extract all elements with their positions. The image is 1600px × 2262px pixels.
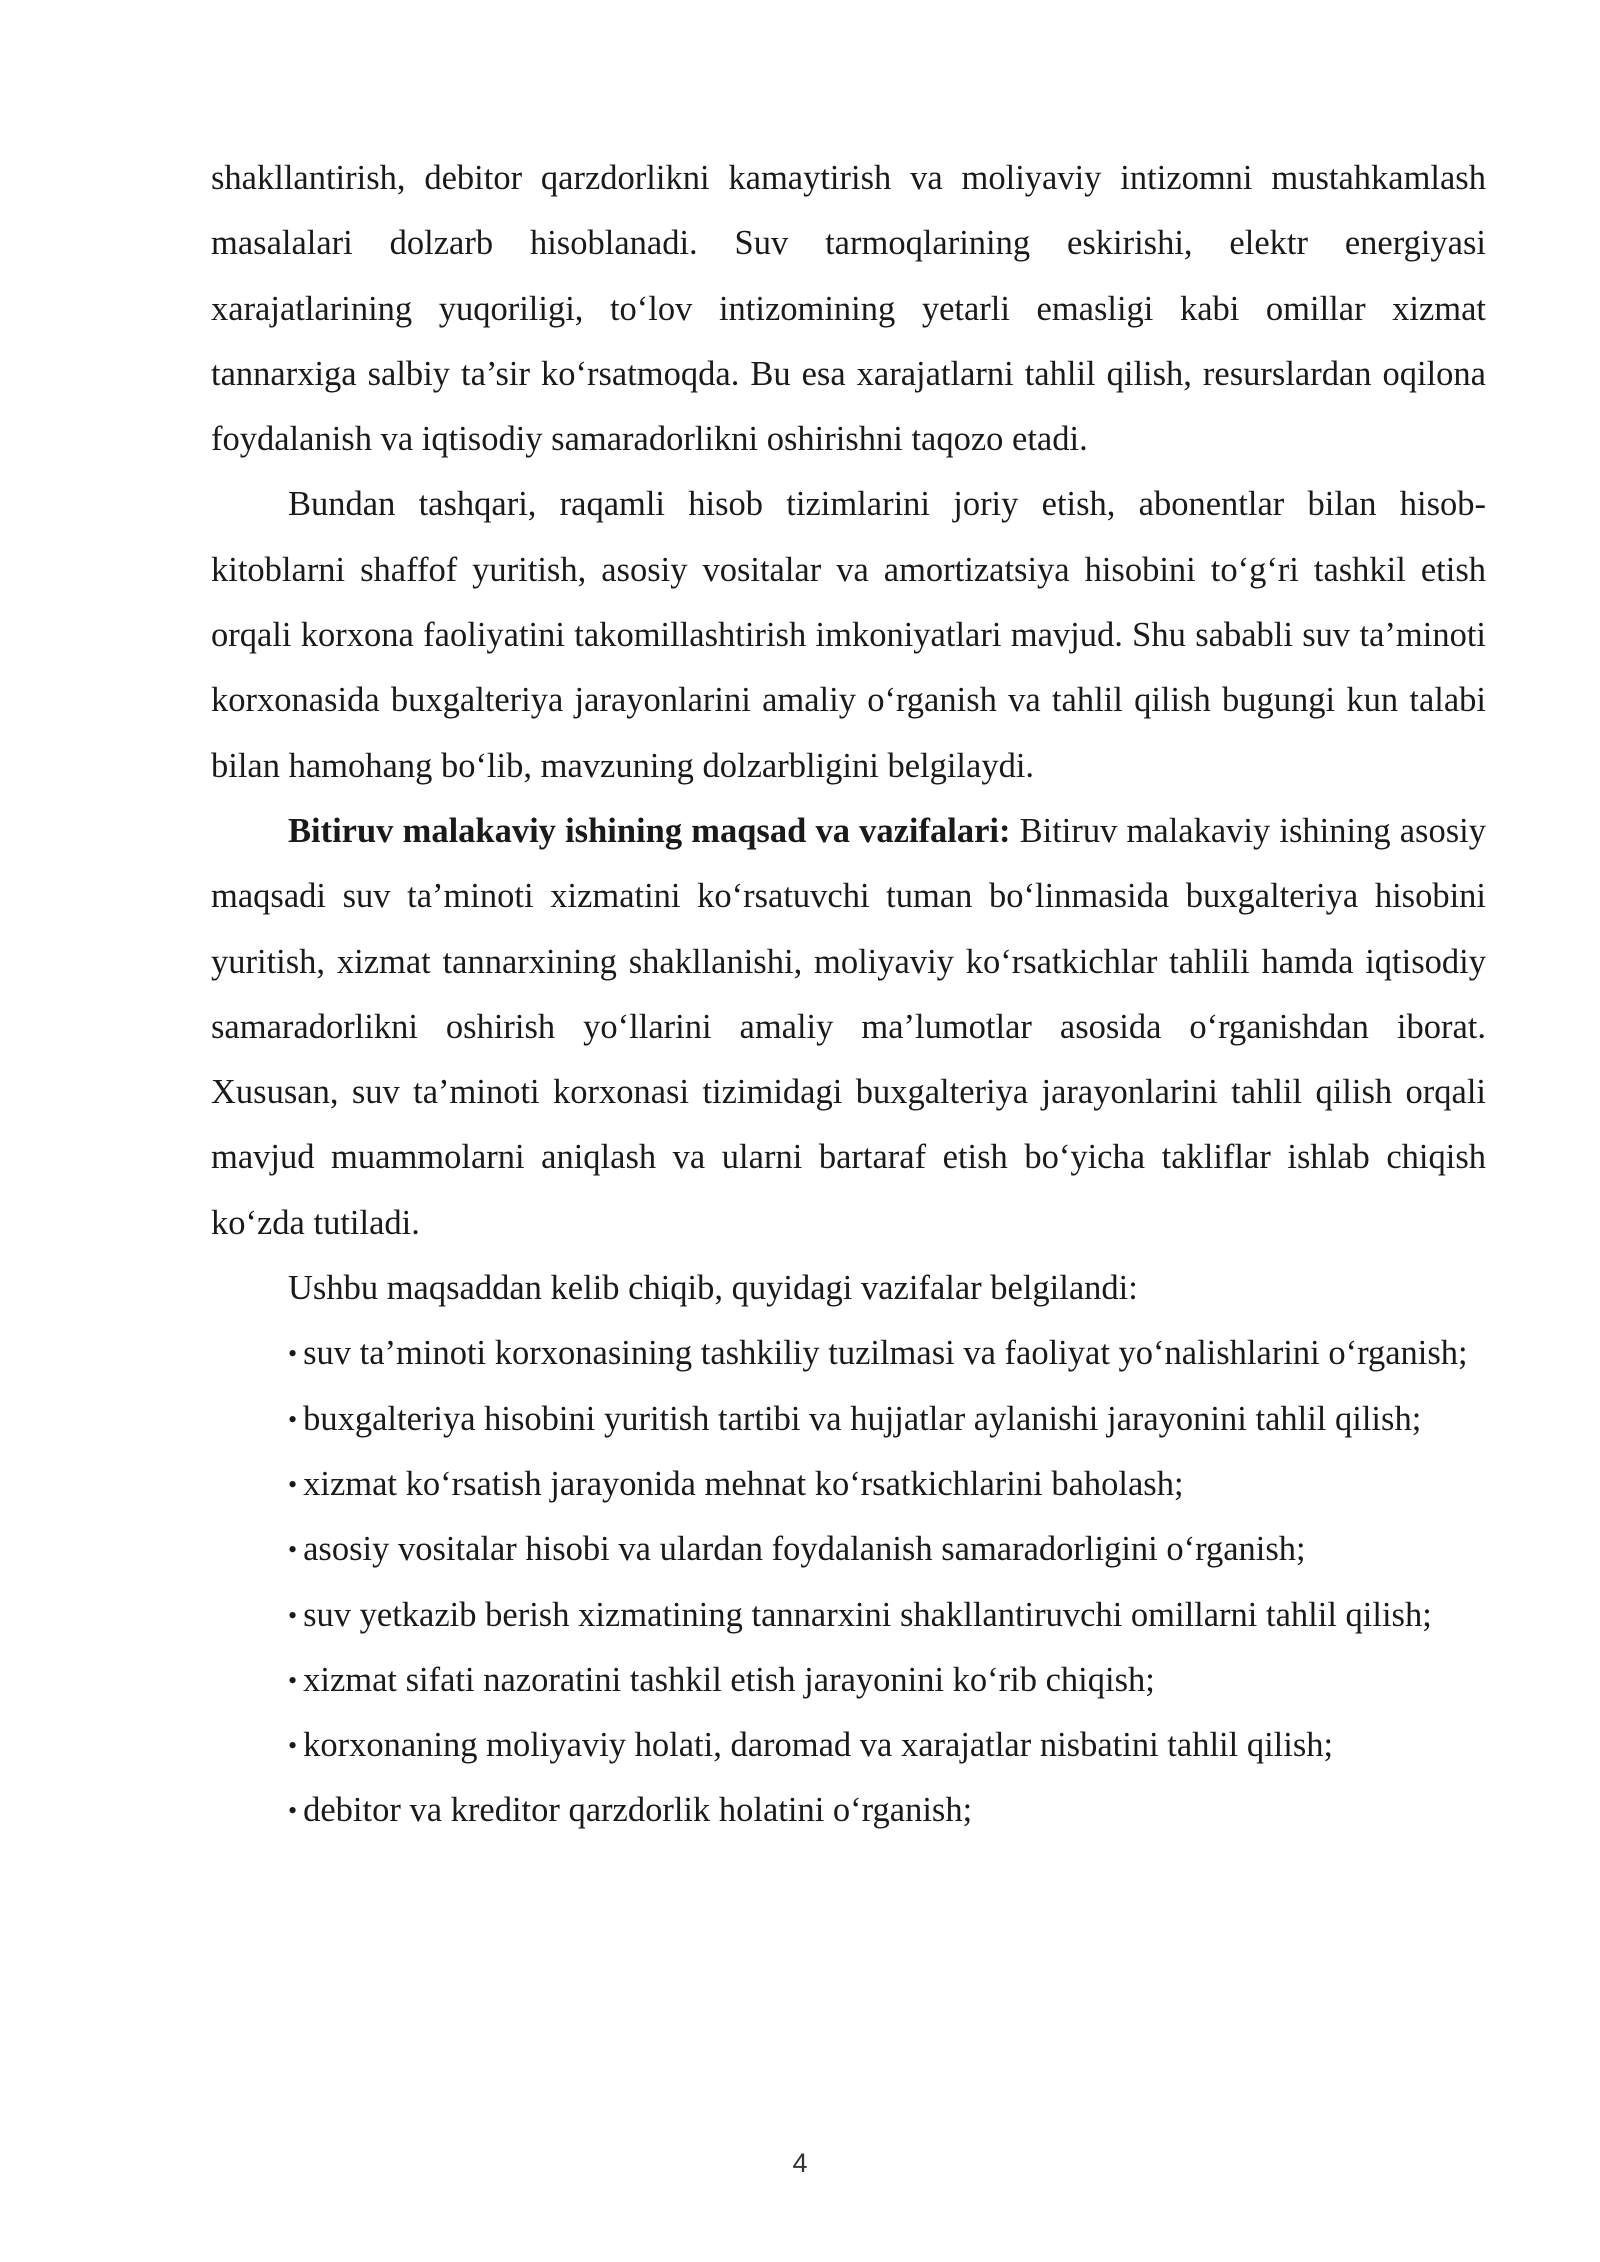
bullet-icon: • xyxy=(288,1731,298,1761)
task-text: debitor va kreditor qarzdorlik holatini o‘rganish; xyxy=(303,1791,973,1830)
task-text: xizmat sifati nazoratini tashkil etish jarayonini ko‘rib chiqish; xyxy=(303,1660,1155,1699)
task-text: suv yetkazib berish xizmatining tannarxini shakllantiruvchi omillarni tahlil qilish; xyxy=(303,1595,1432,1634)
task-item xyxy=(211,1321,1486,1386)
paragraph-relevance: Bundan tashqari, raqamli hisob tizimlarini joriy etish, abonentlar bilan hisob-kitoblarni shaffof yuritish, asosiy vositalar va amortizatsiya hisobini to‘g‘ri tashkil etish orqali korxona faoliyatini takomillashtirish imkoniyatlari mavjud. Shu sababli suv ta’minoti korxonasida buxgalteriya jarayonlarini amaliy o‘rganish va tahlil qilish bugungi kun talabi bilan hamohang bo‘lib, mavzuning dolzarbligini belgilaydi. xyxy=(211,485,1486,785)
document-body xyxy=(211,146,1486,1844)
bullet-icon: • xyxy=(288,1796,298,1826)
task-item xyxy=(211,1778,1486,1843)
page-number: 4 xyxy=(792,2148,808,2178)
task-text: xizmat ko‘rsatish jarayonida mehnat ko‘rsatkichlarini baholash; xyxy=(303,1464,1184,1503)
bullet-icon: • xyxy=(288,1469,298,1499)
bullet-icon: • xyxy=(288,1665,298,1695)
task-item xyxy=(211,1713,1486,1778)
task-item xyxy=(211,1517,1486,1582)
bullet-icon: • xyxy=(288,1339,298,1369)
bullet-icon: • xyxy=(288,1535,298,1565)
task-text: korxonaning moliyaviy holati, daromad va xarajatlar nisbatini tahlil qilish; xyxy=(303,1726,1334,1765)
goals-body: Bitiruv malakaviy ishining asosiy maqsadi suv ta’minoti xizmatini ko‘rsatuvchi tuman bo‘linmasida buxgalteriya hisobini yuritish, xizmat tannarxining shakllanishi, moliyaviy ko‘rsatkichlar tahlili hamda iqtisodiy samaradorlikni oshirish yo‘llarini amaliy ma’lumotlar asosida o‘rganishdan iborat. Xususan, suv ta’minoti korxonasi tizimidagi buxgalteriya jarayonlarini tahlil qilish orqali mavjud muammolarni aniqlash va ularni bartaraf etish bo‘yicha takliflar ishlab chiqish ko‘zda tutiladi. xyxy=(211,811,1486,1242)
goals-heading: Bitiruv malakaviy ishining maqsad va vazifalari: xyxy=(288,811,1011,850)
paragraph-continuation: shakllantirish, debitor qarzdorlikni kamaytirish va moliyaviy intizomni mustahkamlash masalalari dolzarb hisoblanadi. Suv tarmoqlarining eskirishi, elektr energiyasi xarajatlarining yuqoriligi, to‘lov intizomining yetarli emasligi kabi omillar xizmat tannarxiga salbiy ta’sir ko‘rsatmoqda. Bu esa xarajatlarni tahlil qilish, resurslardan oqilona foydalanish va iqtisodiy samaradorlikni oshirishni taqozo etadi. xyxy=(211,159,1486,459)
paragraph-tasks-intro: Ushbu maqsaddan kelib chiqib, quyidagi vazifalar belgilandi: xyxy=(288,1269,1138,1308)
task-text: suv ta’minoti korxonasining tashkiliy tuzilmasi va faoliyat yo‘nalishlarini o‘rganish; xyxy=(303,1334,1468,1373)
task-item xyxy=(211,1648,1486,1713)
task-item xyxy=(211,1387,1486,1452)
task-item xyxy=(211,1452,1486,1517)
paragraph-goals xyxy=(211,799,1486,1256)
bullet-icon: • xyxy=(288,1404,298,1434)
task-item xyxy=(211,1583,1486,1648)
task-text: asosiy vositalar hisobi va ulardan foydalanish samaradorligini o‘rganish; xyxy=(303,1530,1306,1569)
task-text: buxgalteriya hisobini yuritish tartibi va hujjatlar aylanishi jarayonini tahlil qilish; xyxy=(303,1399,1422,1438)
bullet-icon: • xyxy=(288,1600,298,1630)
